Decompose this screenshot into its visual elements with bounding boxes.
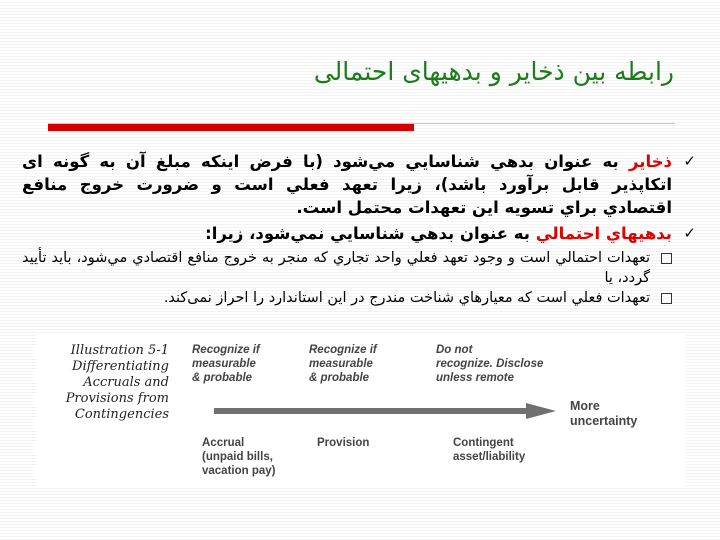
label-accrual [202, 436, 276, 478]
bullet-term: بدهيهاي احتمالي [535, 224, 672, 243]
header-line: & probable [309, 372, 370, 384]
header-provision [309, 343, 377, 385]
illustration-title-line: Differentiating [72, 359, 169, 374]
illustration-title-line: Contingencies [74, 407, 169, 422]
illustration-title [41, 343, 169, 423]
bullet-provisions [22, 150, 698, 219]
header-line: Do not [436, 344, 473, 356]
hollow-square-icon [661, 253, 672, 264]
header-line: measurable [192, 358, 256, 370]
uncertainty-arrow-icon [214, 403, 558, 419]
label-line: (unpaid bills, [202, 451, 273, 463]
more-uncertainty-label [570, 399, 637, 429]
header-line: Recognize if [192, 344, 260, 356]
bullet-term: ذخاير [628, 152, 672, 171]
bullet-contingent-liabilities [22, 222, 698, 245]
label-contingent [453, 436, 525, 464]
slide-body [22, 150, 698, 308]
bullet-text: به عنوان بدهي شناسايي نمي‌شود، زيرا: [205, 224, 536, 243]
arrow-label-line: uncertainty [570, 414, 638, 428]
illustration-panel [36, 333, 686, 488]
label-line: asset/liability [453, 451, 526, 463]
header-contingent [436, 343, 543, 385]
hollow-square-icon [661, 293, 672, 304]
bullet-text: به عنوان بدهي شناسايي مي‌شود (با فرض اينكه مبلغ آن به گونه ای اتکاپذير قابل برآورد باشد)، زيرا تعهد فعلي است و ضرورت خروج منافع اقتصادي براي تسويه اين تعهدات محتمل است. [22, 152, 672, 217]
illustration-title-line: Illustration 5-1 [70, 343, 169, 358]
label-line: Accrual [202, 437, 245, 449]
header-line: unless remote [436, 372, 514, 384]
sub-bullet [22, 248, 676, 288]
label-provision [317, 436, 369, 450]
label-line: Provision [317, 437, 370, 449]
header-line: & probable [192, 372, 253, 384]
arrow-label-line: More [570, 399, 600, 413]
header-line: Recognize if [309, 344, 377, 356]
header-line: measurable [309, 358, 373, 370]
illustration-title-line: Accruals and [83, 375, 169, 390]
header-line: recognize. Disclose [436, 358, 544, 370]
illustration-title-line: Provisions from [65, 391, 169, 406]
label-line: Contingent [453, 437, 514, 449]
sub-bullet-text: تعهدات احتمالي است و وجود تعهد فعلي واحد تجاري كه منجر به خروج منافع اقتصادي مي‌شود، بايد تأييد گردد، يا [22, 250, 650, 286]
header-accrual [192, 343, 260, 385]
check-mark-icon: ✓ [683, 152, 696, 170]
check-mark-icon: ✓ [683, 224, 696, 242]
label-line: vacation pay) [202, 465, 276, 477]
slide-title: رابطه بين ذخاير و بدهيهای احتمالی [313, 57, 674, 86]
title-accent-bar [48, 124, 414, 131]
sub-bullet-text: تعهدات فعلي است كه معيارهاي شناخت مندرج در اين استاندارد را احراز نمی‌كند. [163, 290, 650, 306]
sub-bullet [22, 288, 676, 308]
